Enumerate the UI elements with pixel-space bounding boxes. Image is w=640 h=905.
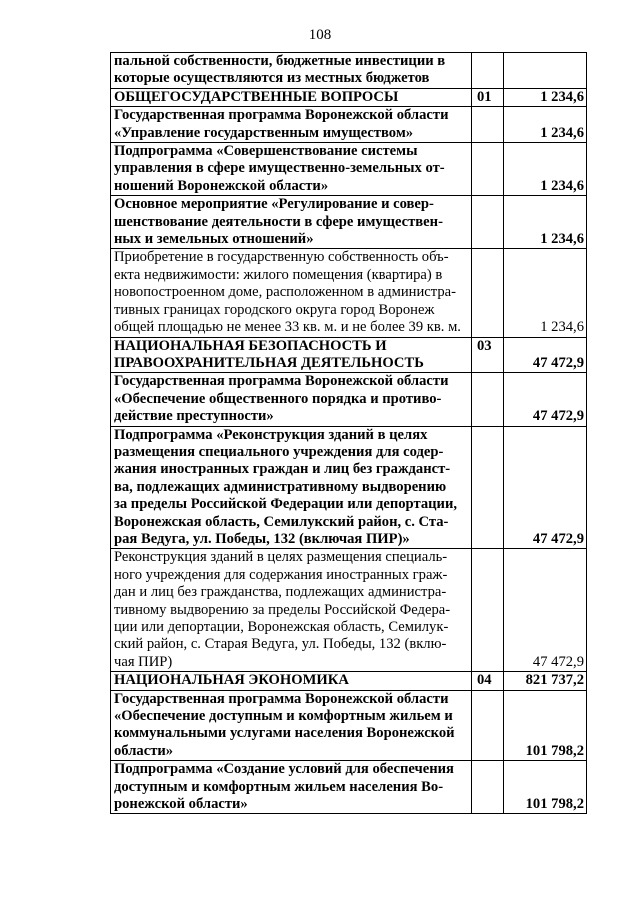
table-row bbox=[111, 196, 587, 249]
row-code-cell bbox=[472, 761, 504, 814]
row-name-line: тивному выдворению за пределы Российской Федера- bbox=[114, 601, 451, 618]
row-code-cell bbox=[472, 143, 504, 196]
row-name-line: действие преступности» bbox=[114, 408, 274, 425]
row-name-line: общей площадью не менее 33 кв. м. и не более 39 кв. м. bbox=[114, 319, 461, 336]
row-name-line: новопостроенном доме, расположенном в администра- bbox=[114, 284, 456, 301]
row-code-cell: 01 bbox=[472, 88, 504, 106]
row-amount-cell: 101 798,2 bbox=[504, 690, 587, 761]
row-name-line: ва, подлежащих административному выдворению bbox=[114, 478, 447, 495]
row-name-cell bbox=[111, 690, 472, 761]
row-name-cell bbox=[111, 672, 472, 690]
row-name-cell bbox=[111, 761, 472, 814]
row-name-line: Государственная программа Воронежской области bbox=[114, 690, 449, 707]
row-amount-cell: 1 234,6 bbox=[504, 249, 587, 337]
row-name-line: ОБЩЕГОСУДАРСТВЕННЫЕ ВОПРОСЫ bbox=[114, 88, 399, 105]
row-code-cell bbox=[472, 249, 504, 337]
row-name-line: за пределы Российской Федерации или депортации, bbox=[114, 496, 458, 513]
row-code-cell: 04 bbox=[472, 672, 504, 690]
row-name-line: Воронежская область, Семилукский район, с. Ста- bbox=[114, 513, 449, 530]
row-name-line: Приобретение в государственную собственность объ- bbox=[114, 249, 449, 266]
table-row bbox=[111, 107, 587, 143]
row-name-line: рая Ведуга, ул. Победы, 132 (включая ПИР)» bbox=[114, 530, 410, 547]
row-amount-cell: 1 234,6 bbox=[504, 88, 587, 106]
budget-table bbox=[110, 52, 587, 814]
row-name-line: шенствование деятельности в сфере имуществен- bbox=[114, 213, 443, 230]
row-name-line: области» bbox=[114, 742, 174, 759]
table-row bbox=[111, 761, 587, 814]
row-name-line: ции или депортации, Воронежская область, Семилук- bbox=[114, 619, 449, 635]
table-row bbox=[111, 53, 587, 89]
row-amount-cell: 47 472,9 bbox=[504, 549, 587, 672]
row-name-line: Подпрограмма «Реконструкция зданий в целях bbox=[114, 426, 428, 443]
row-code-cell bbox=[472, 107, 504, 143]
row-name-line: Подпрограмма «Совершенствование системы bbox=[114, 143, 418, 160]
row-amount-cell: 1 234,6 bbox=[504, 196, 587, 249]
row-code-cell bbox=[472, 549, 504, 672]
row-code-cell bbox=[472, 426, 504, 549]
row-name-cell bbox=[111, 107, 472, 143]
row-name-line: чая ПИР) bbox=[114, 653, 173, 670]
row-name-cell bbox=[111, 373, 472, 426]
table-row bbox=[111, 373, 587, 426]
row-name-cell bbox=[111, 196, 472, 249]
row-name-line: Основное мероприятие «Регулирование и совер- bbox=[114, 196, 434, 213]
row-name-cell bbox=[111, 143, 472, 196]
row-name-line: доступным и комфортным жильем населения Во- bbox=[114, 778, 444, 795]
row-name-line: ных и земельных отношений» bbox=[114, 231, 314, 248]
row-name-cell bbox=[111, 426, 472, 549]
table-row bbox=[111, 88, 587, 106]
row-amount-cell bbox=[504, 53, 587, 89]
row-name-line: «Управление государственным имуществом» bbox=[114, 124, 414, 141]
row-name-line: НАЦИОНАЛЬНАЯ ЭКОНОМИКА bbox=[114, 672, 349, 689]
row-amount-cell: 47 472,9 bbox=[504, 337, 587, 373]
row-name-line: Государственная программа Воронежской области bbox=[114, 373, 449, 390]
row-name-cell bbox=[111, 249, 472, 337]
row-name-line: ронежской области» bbox=[114, 796, 248, 813]
row-amount-cell: 47 472,9 bbox=[504, 373, 587, 426]
row-name-line: НАЦИОНАЛЬНАЯ БЕЗОПАСНОСТЬ И bbox=[114, 337, 387, 354]
table-body bbox=[111, 53, 587, 814]
row-name-line: дан и лиц без гражданства, подлежащих администра- bbox=[114, 584, 447, 601]
table-row bbox=[111, 672, 587, 690]
row-name-line: Государственная программа Воронежской области bbox=[114, 107, 449, 124]
row-name-line: коммунальными услугами населения Воронежской bbox=[114, 725, 455, 742]
table-row bbox=[111, 549, 587, 672]
table-row bbox=[111, 249, 587, 337]
row-name-line: «Обеспечение доступным и комфортным жильем и bbox=[114, 708, 453, 725]
row-name-cell bbox=[111, 88, 472, 106]
row-name-line: размещения специального учреждения для содер- bbox=[114, 443, 444, 460]
row-amount-cell: 1 234,6 bbox=[504, 143, 587, 196]
row-name-line: ский район, с. Старая Ведуга, ул. Победы, 132 (вклю- bbox=[114, 636, 447, 653]
table-row bbox=[111, 143, 587, 196]
row-code-cell bbox=[472, 53, 504, 89]
row-name-line: екта недвижимости: жилого помещения (квартира) в bbox=[114, 266, 443, 283]
row-name-line: ПРАВООХРАНИТЕЛЬНАЯ ДЕЯТЕЛЬНОСТЬ bbox=[114, 354, 424, 371]
row-name-cell bbox=[111, 549, 472, 672]
row-code-cell: 03 bbox=[472, 337, 504, 373]
row-name-line: жания иностранных граждан и лиц без гражданст- bbox=[114, 461, 451, 478]
row-name-line: тивных границах городского округа город Воронеж bbox=[114, 301, 435, 318]
row-name-line: ного учреждения для содержания иностранных граж- bbox=[114, 566, 448, 583]
row-amount-cell: 101 798,2 bbox=[504, 761, 587, 814]
row-name-cell bbox=[111, 53, 472, 89]
row-amount-cell: 47 472,9 bbox=[504, 426, 587, 549]
page-number: 108 bbox=[308, 27, 332, 43]
row-name-line: которые осуществляются из местных бюджетов bbox=[114, 70, 430, 87]
row-name-line: управления в сфере имущественно-земельных от- bbox=[114, 160, 445, 177]
table-row bbox=[111, 690, 587, 761]
row-code-cell bbox=[472, 373, 504, 426]
row-code-cell bbox=[472, 196, 504, 249]
row-amount-cell: 1 234,6 bbox=[504, 107, 587, 143]
table-row bbox=[111, 426, 587, 549]
row-name-line: Подпрограмма «Создание условий для обеспечения bbox=[114, 761, 454, 778]
row-name-cell bbox=[111, 337, 472, 373]
row-code-cell bbox=[472, 690, 504, 761]
row-amount-cell: 821 737,2 bbox=[504, 672, 587, 690]
row-name-line: пальной собственности, бюджетные инвестиции в bbox=[114, 53, 446, 69]
row-name-line: «Обеспечение общественного порядка и противо- bbox=[114, 390, 442, 407]
row-name-line: Реконструкция зданий в целях размещения специаль- bbox=[114, 549, 448, 566]
table-row bbox=[111, 337, 587, 373]
row-name-line: ношений Воронежской области» bbox=[114, 177, 329, 194]
